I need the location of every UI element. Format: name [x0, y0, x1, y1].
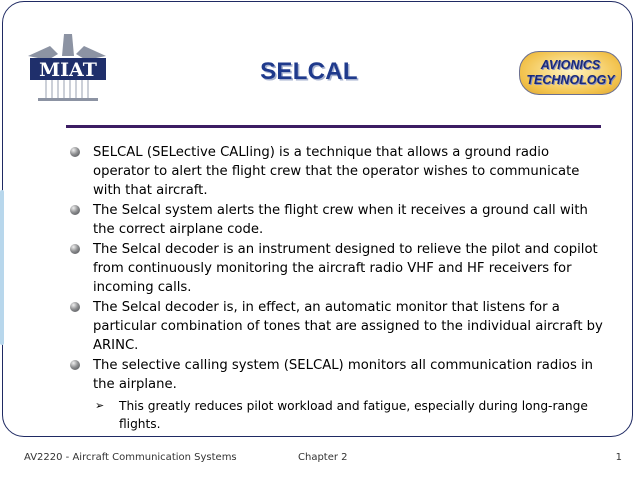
side-accent-strip	[0, 190, 4, 345]
bullet-dot-icon	[70, 360, 80, 370]
bullet-dot-icon	[70, 205, 80, 215]
badge-line-2: TECHNOLOGY	[526, 73, 615, 87]
bullet-item	[68, 143, 608, 200]
footer-course: AV2220 - Aircraft Communication Systems	[24, 452, 237, 463]
bullet-dot-icon	[70, 244, 80, 254]
bullet-item	[68, 240, 608, 297]
bullet-dot-icon	[70, 147, 80, 157]
bullet-text: The Selcal decoder is, in effect, an automatic monitor that listens for a particular combination of tones that are assigned to the individual aircraft by ARINC.	[93, 300, 603, 353]
title-divider	[66, 125, 601, 128]
sub-bullet-list	[93, 397, 608, 433]
miat-logo	[18, 26, 118, 106]
bullet-item	[68, 298, 608, 355]
bullet-text: SELCAL (SELective CALling) is a technique that allows a ground radio operator to alert the flight crew that the operator wishes to communicate with that aircraft.	[93, 145, 580, 198]
bullet-item	[68, 201, 608, 239]
bullet-item	[68, 356, 608, 433]
bullet-text: The Selcal system alerts the flight crew when it receives a ground call with the correct airplane code.	[93, 203, 588, 237]
bullet-dot-icon	[70, 302, 80, 312]
footer-page-number: 1	[615, 452, 622, 463]
sub-bullet-text: This greatly reduces pilot workload and fatigue, especially during long-range flights.	[119, 399, 588, 431]
badge-line-1: AVIONICS	[540, 58, 601, 72]
sub-bullet-item	[95, 397, 608, 433]
bullet-list	[68, 143, 608, 434]
slide-title: SELCAL	[260, 58, 358, 85]
bullet-text: The selective calling system (SELCAL) monitors all communication radios in the airplane.	[93, 358, 594, 392]
logo-text: MIAT	[39, 59, 97, 81]
arrow-bullet-icon: ➢	[95, 399, 105, 412]
bullet-text: The Selcal decoder is an instrument designed to relieve the pilot and copilot from continuously monitoring the aircraft radio VHF and HF receivers for incoming calls.	[93, 242, 598, 295]
footer-chapter: Chapter 2	[298, 452, 348, 463]
avionics-technology-badge	[519, 51, 622, 95]
